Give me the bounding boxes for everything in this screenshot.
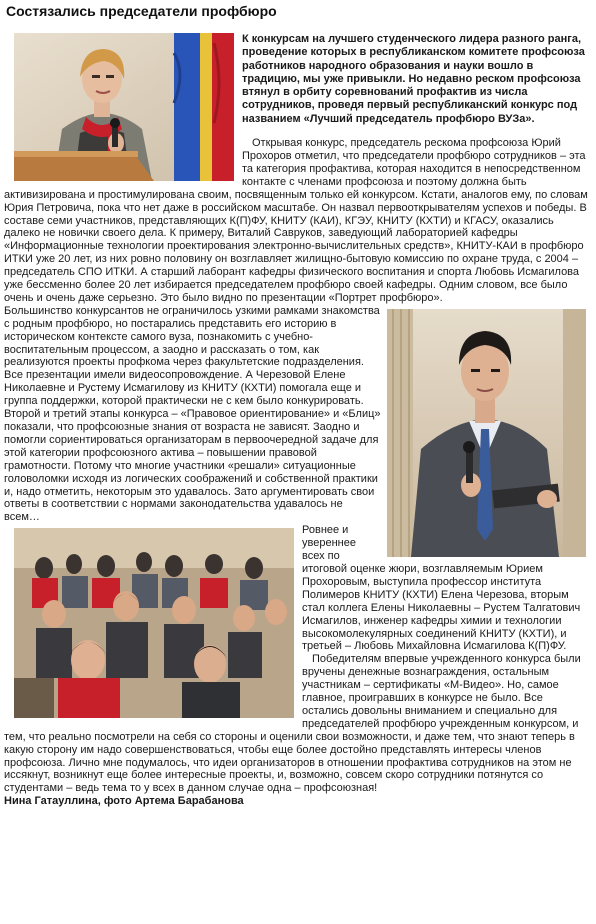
paragraph-4-text: Ровнее и увереннее всех по итоговой оценке жюри, возглавляемым Юрием Прохоровым, выступила профессор института Полимеров КНИТУ (КХТИ) Елена Черезова, вторым стал коллега Елены Николаевны – Рустем Талгатович Исмагилов, инженер кафедры химии и технологии высокомолекулярных соединений КНИТУ (КХТИ), и третьей – Любовь Михайловна Исмагилова К(П)ФУ. bbox=[302, 524, 581, 653]
article-title: Состязались председатели профбюро bbox=[6, 3, 277, 19]
paragraph-5-text: Победителям впервые учрежденного конкурса были вручены денежные вознаграждения, остальным участникам – сертификаты «М-Видео». Но, самое главное, проигравших в конкурсе не было. Все остались довольны вниманием и специально для председателей профбюро учрежденным конкурсом, и тем, что реально посмотрели на себя со стороны и оценили свои возможности, и даже тем, что знают теперь в какую сторону им надо совершенствоваться, чтобы еще более достойно представлять интересы членов профсоюза. Лично мне подумалось, что идеи организаторов в отношении профактива сотрудников на этом не иссякнут, возникнут еще более интересные проекты, и, возможно, совсем скоро сотрудники потянутся со студентами – ведь тема то у всех в данном случае одна – профсоюзная! bbox=[4, 653, 581, 795]
paragraph-1-text: Открывая конкурс, председатель рескома профсоюза Юрий Прохоров отметил, что председатели профбюро сотрудников – эта та категория профактива, которая находится в непосредственном контакте с членами профсоюза и поэтому должна быть активизирована и простимулирована своим, посвященным только ей конкурсом. Кстати, аналогов ему, по словам Юрия Петровича, пока что нет даже в российском масштабе. Он назвал первооткрывателям успехов и победы. В составе семи участников, представляющих К(П)ФУ, КНИТУ (КАИ), КГЭУ, КНИТУ (КХТИ) и КГАСУ, оказались далеко не новички своего дела. К примеру, Виталий Савруков, заведующий лабораторией кафедры «Информационные технологии проектирования электронно-вычислительных средств», КНИТУ-КАИ в профбюро ИТКИ уже 20 лет, из них ровно половину он возглавляет жилищно-бытовую комиссию по охране труда, с 2004 – председатель СПО ИТКИ. А старший лаборант кафедры физического воспитания и спорта Любовь Исмагилова уже бессменно более 20 лет избирается председателем профбюро своей кафедры. Одним словом, все было очень и очень даже серьезно. Это было видно по презентации «Портрет профбюро». bbox=[4, 137, 588, 304]
article bbox=[4, 0, 592, 808]
photo-speaker-woman-at-podium bbox=[14, 33, 234, 181]
photo-audience bbox=[14, 528, 294, 718]
paragraph-2-text: Большинство конкурсантов не ограничилось узкими рамками знакомства с родным профбюро, но постарались представить его историю в историческом контексте самого вуза, познакомить с учебно-воспитательным процессом, а заодно и рассказать о том, как реализуются проекты профкома через факультетские подразделения. Все презентации имели видеосопровождение. А Черезовой Елене Николаевне и Рустему Исмагилову из КНИТУ (КХТИ) помогала еще и группа поддержки, которой практически не с кем было конкурировать. bbox=[4, 304, 380, 408]
article-byline: Нина Гатауллина, фото Артема Барабанова bbox=[4, 795, 244, 808]
photo-speaker-man-with-microphone bbox=[387, 309, 586, 557]
article-lead: К конкурсам на лучшего студенческого лидера разного ранга, проведение которых в республиканском комитете профсоюза работников народного образования и науки вошло в традицию, мы уже привыкли. Но недавно реском профсоюза втянул в орбиту соревнований профактив из числа сотрудников, проведя первый республиканский конкурс под названием «Лучший председатель профбюро ВУЗа». bbox=[242, 33, 585, 125]
paragraph-3-text: Второй и третий этапы конкурса – «Правовое ориентирование» и «Блиц» показали, что профсоюзные знания от возраста не зависят. Заодно и помогли сориентироваться организаторам в первоочередной задаче для этой категории профсоюзного актива – повышении правовой грамотности. Потому что многие участники «решали» ситуационные головоломки исходя из логических соображений и собственной практики и, надо отметить, некоторым это удавалось. Зато аргументировать свои ответы в соответствии с нормами законодательства удавалось не всем… bbox=[4, 408, 381, 524]
